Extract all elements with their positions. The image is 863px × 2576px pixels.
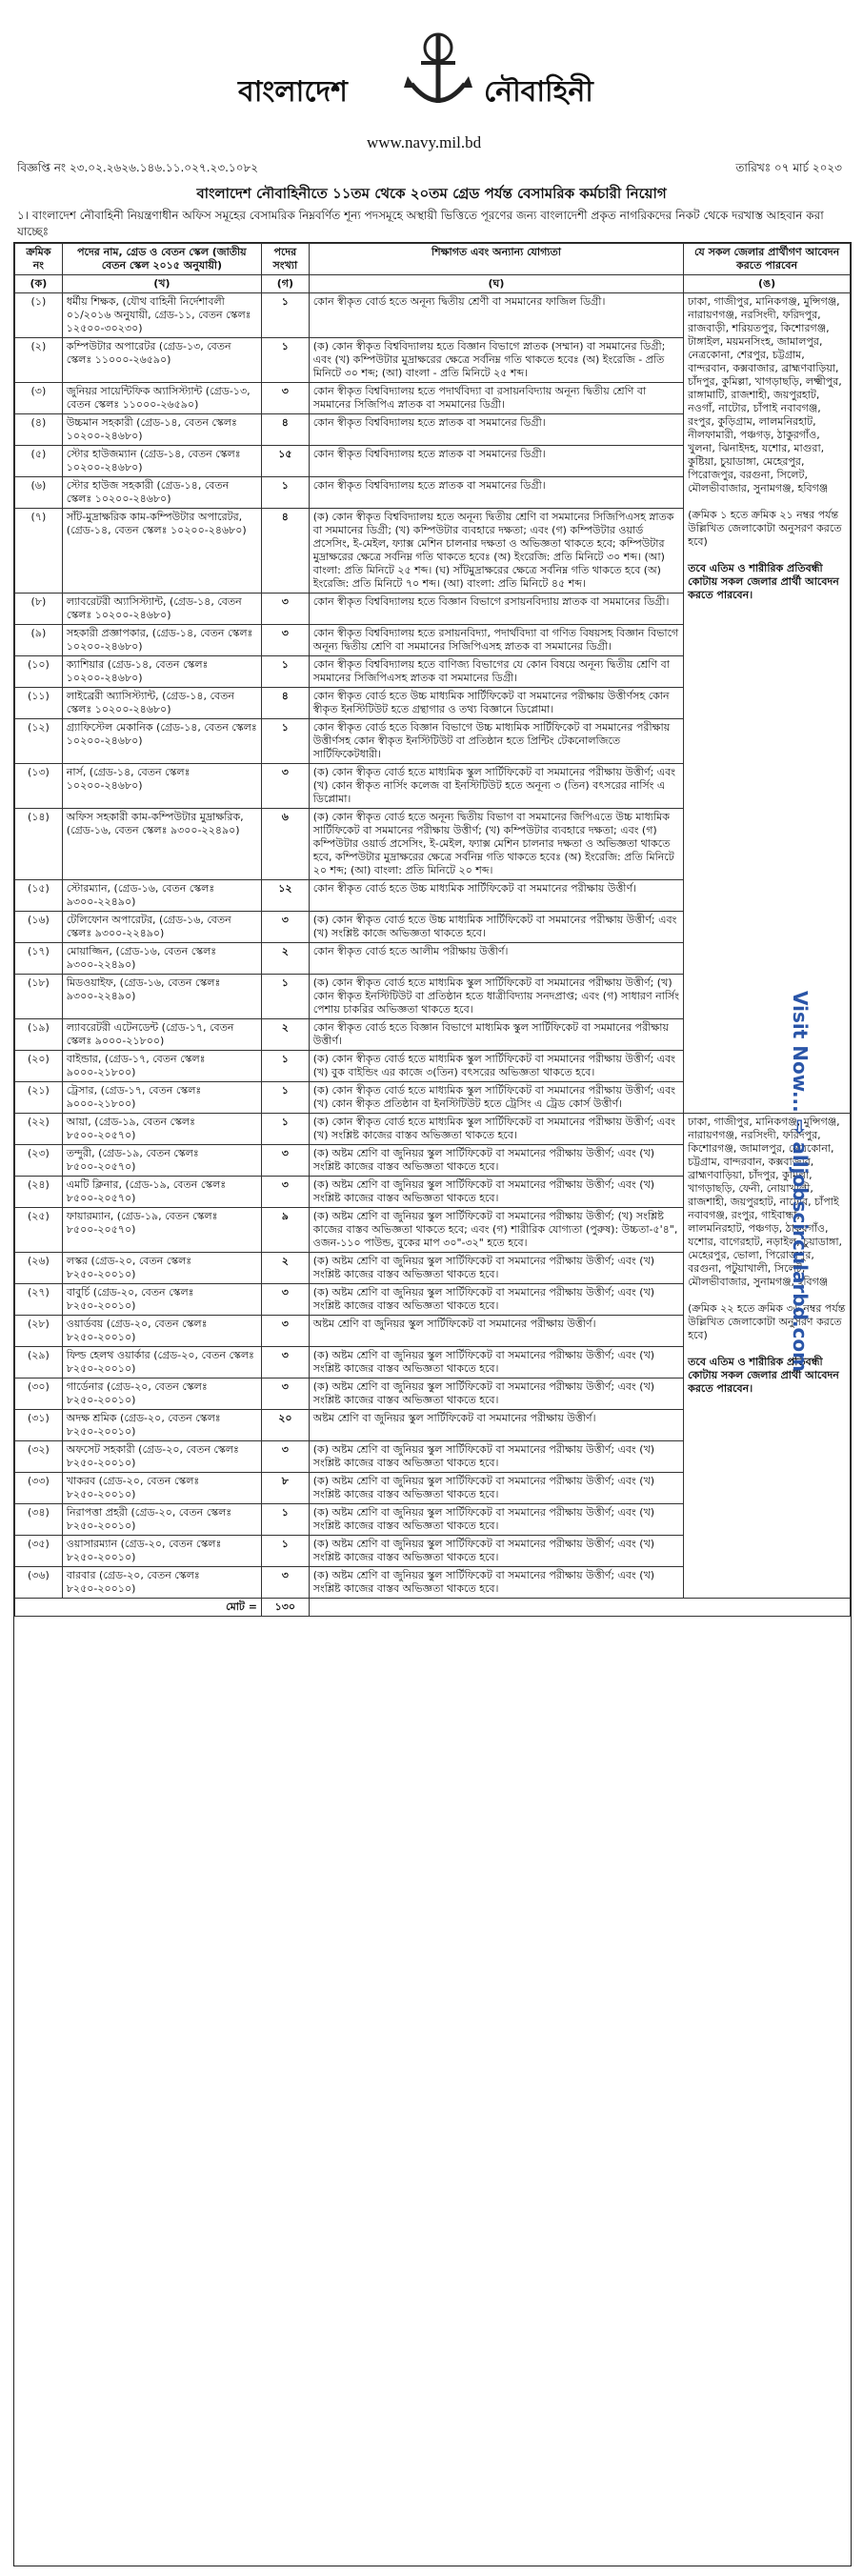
cell-serial: (২৪) — [15, 1177, 63, 1208]
col-district: যে সকল জেলার প্রার্থীগণ আবেদন করতে পারবেন — [684, 244, 851, 275]
cell-serial: (৩১) — [15, 1410, 63, 1441]
cell-post: অফসেট সহকারী (গ্রেড-২০, বেতন স্কেলঃ ৮২৫০-২০০১০) — [62, 1441, 261, 1473]
cell-qualification: (ক) কোন স্বীকৃত বোর্ড হতে মাধ্যমিক স্কুল সার্টিফিকেট বা সমমানের পরীক্ষায় উত্তীর্ণ; এবং (খ) সংশ্লিষ্ট কাজের বাস্তব অভিজ্ঞতা থাকতে হবে। — [309, 1114, 683, 1145]
cell-qualification: (ক) কোন স্বীকৃত বিশ্ববিদ্যালয় হতে অনূন্য দ্বিতীয় শ্রেণি বা সমমানের সিজিপিএসহ স্নাতক বা সমমানের ডিগ্রী; (খ) কম্পিউটার ব্যবহারে দক্ষতা; এবং (গ) কম্পিউটার ওয়ার্ড প্রসেসিং, ই-মেইল, ফ্যাক্স মেশিন চালনার দক্ষতা ও অভিজ্ঞতা থাকতে হবে; কম্পিউটার মুদ্রাক্ষরের ক্ষেত্রে সর্বনিম্ন গতি থাকতে হবেঃ (অ) ইংরেজি: প্রতি মিনিটে ৩০ শব্দ। (আ) বাংলা: প্রতি মিনিটে ২৫ শব্দ। (ঘ) সাঁটমুদ্রাক্ষরের ক্ষেত্রে সর্বনিম্ন গতি থাকতে হবে (অ) ইংরেজি: প্রতি মিনিটে ৭০ শব্দ। (আ) বাংলা: প্রতি মিনিটে ৪৫ শব্দ। — [309, 509, 683, 594]
cell-serial: (২৭) — [15, 1284, 63, 1316]
cell-qty: ৪ — [261, 414, 309, 446]
subheader: (খ) — [62, 275, 261, 293]
cell-qty: ১ — [261, 1536, 309, 1567]
cell-qty: ৩ — [261, 594, 309, 625]
notice-date: তারিখঃ ০৭ মার্চ ২০২৩ — [735, 161, 842, 174]
cell-qty: ১ — [261, 656, 309, 688]
cell-qty: ৩ — [261, 912, 309, 943]
cell-qty: ২ — [261, 1253, 309, 1284]
cell-post: স্টোর হাউজম্যান (গ্রেড-১৪, বেতন স্কেলঃ ১০২০০-২৪৬৮০) — [62, 446, 261, 477]
cell-qualification: (ক) অষ্টম শ্রেণি বা জুনিয়র স্কুল সার্টিফিকেট বা সমমানের পরীক্ষায় উত্তীর্ণ; এবং (খ) সংশ্লিষ্ট কাজের বাস্তব অভিজ্ঞতা থাকতে হবে। — [309, 1177, 683, 1208]
cell-post: বাবুর্চি (গ্রেড-২০, বেতন স্কেলঃ ৮২৫০-২০০১০) — [62, 1284, 261, 1316]
cell-qty: ২ — [261, 943, 309, 975]
cell-qualification: অষ্টম শ্রেণি বা জুনিয়র স্কুল সার্টিফিকেট বা সমমানের পরীক্ষায় উত্তীর্ণ। — [309, 1316, 683, 1347]
orphan-quota-note: তবে এতিম ও শারীরিক প্রতিবন্ধী কোটায় সকল জেলার প্রার্থী আবেদন করতে পারবেন। — [688, 562, 839, 601]
cell-qty: ৩ — [261, 1379, 309, 1410]
cell-serial: (২৮) — [15, 1316, 63, 1347]
col-serial: ক্রমিক নং — [15, 244, 63, 275]
cell-qualification: কোন স্বীকৃত বিশ্ববিদ্যালয় হতে পদার্থবিদ্যা বা রসায়নবিদ্যায় অনূন্য দ্বিতীয় শ্রেণি বা সমমানের সিজিপিএ স্নাতক বা সমমানের ডিগ্রী। — [309, 383, 683, 414]
cell-serial: (১২) — [15, 719, 63, 764]
website[interactable]: www.navy.mil.bd — [367, 133, 482, 151]
subheader: (ক) — [15, 275, 63, 293]
cell-serial: (১১) — [15, 688, 63, 719]
cell-post: মোয়াজ্জিন, (গ্রেড-১৬, বেতন স্কেলঃ ৯৩০০-২২৪৯০) — [62, 943, 261, 975]
cell-serial: (৭) — [15, 509, 63, 594]
cell-qty: ৩ — [261, 1441, 309, 1473]
orphan-quota-note: তবে এতিম ও শারীরিক প্রতিবন্ধী কোটায় সকল জেলার প্রার্থী আবেদন করতে পারবেন। — [688, 1356, 839, 1395]
cell-qty: ২ — [261, 1019, 309, 1051]
brand-left: বাংলাদেশ — [238, 75, 348, 109]
cell-qty: ৩ — [261, 1347, 309, 1379]
subheader: (গ) — [261, 275, 309, 293]
cell-serial: (২৯) — [15, 1347, 63, 1379]
cell-qty: ৩ — [261, 1284, 309, 1316]
cell-post: স্টোর হাউজ সহকারী (গ্রেড-১৪, বেতন স্কেলঃ ১০২০০-২৪৬৮০) — [62, 477, 261, 509]
cell-serial: (২৩) — [15, 1145, 63, 1177]
cell-post: সাঁট-মুদ্রাক্ষরিক কাম-কম্পিউটার অপারেটর, (গ্রেড-১৪, বেতন স্কেলঃ ১০২০০-২৪৬৮০) — [62, 509, 261, 594]
total-row — [15, 1599, 851, 1617]
cell-serial: (২২) — [15, 1114, 63, 1145]
cell-qty: ১৫ — [261, 446, 309, 477]
subheader: (ঙ) — [684, 275, 851, 293]
cell-serial: (৩৫) — [15, 1536, 63, 1567]
cell-post: লাইব্রেরী অ্যাসিস্ট্যান্ট, (গ্রেড-১৪, বেতন স্কেলঃ ১০২০০-২৪৬৮০) — [62, 688, 261, 719]
watermark-text[interactable]: Visit Now... ⇨ alljobscircularbd.com — [789, 991, 812, 1372]
cell-qualification: কোন স্বীকৃত বোর্ড হতে বিজ্ঞান বিভাগে মাধ্যমিক স্কুল সার্টিফিকেট বা সমমানের পরীক্ষায় উত্তীর্ণ। — [309, 1019, 683, 1051]
cell-qty: ১ — [261, 477, 309, 509]
cell-qualification: (ক) অষ্টম শ্রেণি বা জুনিয়র স্কুল সার্টিফিকেট বা সমমানের পরীক্ষায় উত্তীর্ণ; এবং (খ) সংশ্লিষ্ট কাজের বাস্তব অভিজ্ঞতা থাকতে হবে। — [309, 1536, 683, 1567]
cell-post: এমটি ক্লিনার, (গ্রেড-১৯, বেতন স্কেলঃ ৮৫০০-২০৫৭০) — [62, 1177, 261, 1208]
cell-post: আয়া, (গ্রেড-১৯, বেতন স্কেলঃ ৮৫০০-২০৫৭০) — [62, 1114, 261, 1145]
district-note: (ক্রমিক ১ হতে ক্রমিক ২১ নম্বর পর্যন্ত উল্লিখিত জেলাকোটা অনুসরণ করতে হবে) — [688, 509, 842, 548]
col-post: পদের নাম, গ্রেড ও বেতন স্কেল (জাতীয় বেতন স্কেল ২০১৫ অনুযায়ী) — [62, 244, 261, 275]
table-row — [15, 1114, 851, 1145]
cell-serial: (৯) — [15, 625, 63, 656]
cell-qualification: কোন স্বীকৃত বিশ্ববিদ্যালয় হতে বাণিজ্য বিভাগের যে কোন বিষয়ে অনূন্য দ্বিতীয় শ্রেণি বা সমমানের সিজিপিএসহ স্নাতক বা সমমানের ডিগ্রী। — [309, 656, 683, 688]
cell-post: ল্যাবরেটরী অ্যাসিস্ট্যান্ট, (গ্রেড-১৪, বেতন স্কেলঃ ১০২০০-২৪৬৮০) — [62, 594, 261, 625]
cell-post: ওয়ার্ডবয় (গ্রেড-২০, বেতন স্কেলঃ ৮২৫০-২০০১০) — [62, 1316, 261, 1347]
cell-qualification: কোন স্বীকৃত বোর্ড হতে আলীম পরীক্ষায় উত্তীর্ণ। — [309, 943, 683, 975]
cell-post: টেলিফোন অপারেটর, (গ্রেড-১৬, বেতন স্কেলঃ ৯৩০০-২২৪৯০) — [62, 912, 261, 943]
cell-qty: ৩ — [261, 1567, 309, 1599]
cell-qualification: কোন স্বীকৃত বোর্ড হতে বিজ্ঞান বিভাগে উচ্চ মাধ্যমিক সার্টিফিকেট বা সমমানের পরীক্ষায় উত্তীর্ণসহ কোন স্বীকৃত ইনস্টিটিউট বা প্রতিষ্ঠান হতে প্রিন্টিং টেকনোলজিতে সার্টিফিকেটধারী। — [309, 719, 683, 764]
cell-qualification: (ক) অষ্টম শ্রেণি বা জুনিয়র স্কুল সার্টিফিকেট বা সমমানের পরীক্ষায় উত্তীর্ণ; এবং (খ) সংশ্লিষ্ট কাজের বাস্তব অভিজ্ঞতা থাকতে হবে। — [309, 1567, 683, 1599]
cell-qualification: (ক) কোন স্বীকৃত বোর্ড হতে মাধ্যমিক স্কুল সার্টিফিকেট বা সমমানের পরীক্ষায় উত্তীর্ণ; (খ) কোন স্বীকৃত ইনস্টিটিউট বা প্রতিষ্ঠান হতে ধাত্রীবিদ্যায় সনদপ্রাপ্ত; এবং (গ) সাধারণ নার্সিং পেশায় চাকরির অভিজ্ঞতা থাকতে হবে। — [309, 975, 683, 1019]
cell-qty: ৬ — [261, 809, 309, 880]
col-qty: পদের সংখ্যা — [261, 244, 309, 275]
cell-post: ফিল্ড হেলথ ওয়ার্কার (গ্রেড-২০, বেতন স্কেলঃ ৮২৫০-২০০১০) — [62, 1347, 261, 1379]
district-list: ঢাকা, গাজীপুর, মানিকগঞ্জ, মুন্সিগঞ্জ, নারায়ণগঞ্জ, নরসিংদী, ফরিদপুর, রাজবাড়ী, শরিয়তপুর, কিশোরগঞ্জ, টাঙ্গাইল, ময়মনসিংহ, জামালপুর, নেত্রকোনা, শেরপুর, চট্টগ্রাম, বান্দরবান, কক্সবাজার, ব্রাহ্মণবাড়িয়া, চাঁদপুর, কুমিল্লা, খাগড়াছড়ি, লক্ষ্মীপুর, রাঙ্গামাটি, রাজশাহী, জয়পুরহাট, নওগাঁ, নাটোর, চাঁপাই নবাবগঞ্জ, রংপুর, কুড়িগ্রাম, লালমনিরহাট, নীলফামারী, পঞ্চগড়, ঠাকুরগাঁও, খুলনা, ঝিনাইদহ, যশোর, মাগুরা, কুষ্টিয়া, চুয়াডাঙ্গা, মেহেরপুর, পিরোজপুর, বরগুনা, সিলেট, মৌলভীবাজার, সুনামগঞ্জ, হবিগঞ্জ — [688, 295, 842, 494]
cell-qualification: (ক) কোন স্বীকৃত বোর্ড হতে উচ্চ মাধ্যমিক সার্টিফিকেট বা সমমানের পরীক্ষায় উত্তীর্ণ; এবং (খ) সংশ্লিষ্ট কাজে অভিজ্ঞতা থাকতে হবে। — [309, 912, 683, 943]
cell-qty: ৩ — [261, 764, 309, 809]
cell-qualification: কোন স্বীকৃত বোর্ড হতে উচ্চ মাধ্যমিক সার্টিফিকেট বা সমমানের পরীক্ষায় উত্তীর্ণ। — [309, 880, 683, 912]
notice-intro: ১। বাংলাদেশ নৌবাহিনী নিয়ন্ত্রণাধীন অফিস সমূহের বেসামরিক নিম্নবর্ণিত শূন্য পদসমূহে অস্থায়ী ভিত্তিতে পূরণের জন্য বাংলাদেশী প্রকৃত নাগরিকদের নিকট থেকে দরখাস্ত আহবান করা যাচ্ছেঃ — [17, 209, 824, 238]
cell-post: অফিস সহকারী কাম-কম্পিউটার মুদ্রাক্ষরিক, (গ্রেড-১৬, বেতন স্কেলঃ ৯৩০০-২২৪৯০) — [62, 809, 261, 880]
cell-serial: (৬) — [15, 477, 63, 509]
cell-serial: (১৬) — [15, 912, 63, 943]
cell-qualification: (ক) অষ্টম শ্রেণি বা জুনিয়র স্কুল সার্টিফিকেট বা সমমানের পরীক্ষায় উত্তীর্ণ; এবং (খ) সংশ্লিষ্ট কাজের বাস্তব অভিজ্ঞতা থাকতে হবে। — [309, 1284, 683, 1316]
cell-serial: (১৩) — [15, 764, 63, 809]
cell-qualification: (ক) অষ্টম শ্রেণি বা জুনিয়র স্কুল সার্টিফিকেট বা সমমানের পরীক্ষায় উত্তীর্ণ; এবং (খ) সংশ্লিষ্ট কাজের বাস্তব অভিজ্ঞতা থাকতে হবে। — [309, 1473, 683, 1504]
cell-serial: (২১) — [15, 1082, 63, 1114]
table-body — [15, 293, 851, 1617]
cell-qty: ১ — [261, 1504, 309, 1536]
cell-post: বাইন্ডার, (গ্রেড-১৭, বেতন স্কেলঃ ৯০০০-২১৮০০) — [62, 1051, 261, 1082]
reference-number: বিজ্ঞপ্তি নং ২৩.০২.২৬২৬.১৪৬.১১.০২৭.২৩.১০৮২ — [17, 161, 259, 174]
cell-qty: ১ — [261, 1082, 309, 1114]
cell-post: নিরাপত্তা প্রহরী (গ্রেড-২০, বেতন স্কেলঃ ৮২৫০-২০০১০) — [62, 1504, 261, 1536]
cell-serial: (৪) — [15, 414, 63, 446]
cell-post: অদক্ষ শ্রমিক (গ্রেড-২০, বেতন স্কেলঃ ৮২৫০-২০০১০) — [62, 1410, 261, 1441]
cell-serial: (২৫) — [15, 1208, 63, 1253]
cell-qty: ১ — [261, 1114, 309, 1145]
cell-qualification: (ক) অষ্টম শ্রেণি বা জুনিয়র স্কুল সার্টিফিকেট বা সমমানের পরীক্ষায় উত্তীর্ণ; এবং (খ) সংশ্লিষ্ট কাজের বাস্তব অভিজ্ঞতা থাকতে হবে। — [309, 1441, 683, 1473]
cell-serial: (৩৩) — [15, 1473, 63, 1504]
cell-qty: ৩ — [261, 1316, 309, 1347]
cell-post: খাকরব (গ্রেড-২০, বেতন স্কেলঃ ৮২৫০-২০০১০) — [62, 1473, 261, 1504]
cell-serial: (১৪) — [15, 809, 63, 880]
cell-serial: (৫) — [15, 446, 63, 477]
cell-qty: ৯ — [261, 1208, 309, 1253]
vacancy-table — [14, 243, 851, 1617]
cell-qty: ১ — [261, 719, 309, 764]
total-value: ১৩০ — [261, 1599, 309, 1617]
cell-serial: (৮) — [15, 594, 63, 625]
cell-qualification: কোন স্বীকৃত বোর্ড হতে উচ্চ মাধ্যমিক সার্টিফিকেট বা সমমানের পরীক্ষায় উত্তীর্ণসহ কোন স্বীকৃত ইনস্টিটিউট হতে গ্রন্থাগার ও তথ্য বিজ্ঞানে ডিপ্লোমা। — [309, 688, 683, 719]
district-list: ঢাকা, গাজীপুর, মানিকগঞ্জ, মুন্সিগঞ্জ, নারায়ণগঞ্জ, নরসিংদী, ফরিদপুর, কিশোরগঞ্জ, জামালপুর, নেত্রকোনা, চট্টগ্রাম, বান্দরবান, কক্সবাজার, ব্রাহ্মণবাড়িয়া, চাঁদপুর, কুমিল্লা, খাগড়াছড়ি, ফেনী, নোয়াখালী, রাজশাহী, জয়পুরহাট, নাটোর, চাঁপাই নবাবগঞ্জ, রংপুর, গাইবান্ধা, লালমনিরহাট, পঞ্চগড়, ঠাকুরগাঁও, যশোর, বাগেরহাট, নড়াইল, চুয়াডাঙ্গা, মেহেরপুর, ভোলা, পিরোজপুর, বরগুনা, পটুয়াখালী, সিলেট, মৌলভীবাজার, সুনামগঞ্জ, হবিগঞ্জ — [688, 1116, 843, 1288]
cell-qualification: (ক) অষ্টম শ্রেণি বা জুনিয়র স্কুল সার্টিফিকেট বা সমমানের পরীক্ষায় উত্তীর্ণ; এবং (খ) সংশ্লিষ্ট কাজের বাস্তব অভিজ্ঞতা থাকতে হবে। — [309, 1504, 683, 1536]
table-row — [15, 293, 851, 338]
cell-qualification: (ক) কোন স্বীকৃত বোর্ড হতে মাধ্যমিক স্কুল সার্টিফিকেট বা সমমানের পরীক্ষায় উত্তীর্ণ; এবং (খ) কোন স্বীকৃত প্রতিষ্ঠান বা ইনস্টিটিউট হতে ট্রেসিং এ ট্রেড কোর্স উত্তীর্ণ। — [309, 1082, 683, 1114]
total-empty — [309, 1599, 850, 1617]
cell-serial: (৩০) — [15, 1379, 63, 1410]
subheader: (ঘ) — [309, 275, 683, 293]
cell-qualification: (ক) কোন স্বীকৃত বোর্ড হতে মাধ্যমিক স্কুল সার্টিফিকেট বা সমমানের পরীক্ষায় উত্তীর্ণ; এবং (খ) বুক বাইন্ডিং এর কাজে ৩(তিন) বৎসরের অভিজ্ঞতা থাকতে হবে। — [309, 1051, 683, 1082]
cell-post: লস্কর (গ্রেড-২০, বেতন স্কেলঃ ৮২৫০-২০০১০) — [62, 1253, 261, 1284]
cell-qualification: কোন স্বীকৃত বিশ্ববিদ্যালয় হতে বিজ্ঞান বিভাগে রসায়নবিদ্যায় স্নাতক বা সমমানের ডিগ্রী। — [309, 594, 683, 625]
cell-serial: (২৬) — [15, 1253, 63, 1284]
cell-qty: ৩ — [261, 1177, 309, 1208]
cell-serial: (১৮) — [15, 975, 63, 1019]
vacancy-table-box — [13, 242, 852, 2566]
cell-qty: ১ — [261, 338, 309, 383]
cell-qty: ১২ — [261, 880, 309, 912]
cell-post: মিডওয়াইফ, (গ্রেড-১৬, বেতন স্কেলঃ ৯৩০০-২২৪৯০) — [62, 975, 261, 1019]
cell-serial: (২০) — [15, 1051, 63, 1082]
cell-qualification: (ক) অষ্টম শ্রেণি বা জুনিয়র স্কুল সার্টিফিকেট বা সমমানের পরীক্ষায় উত্তীর্ণ; (খ) সংশ্লিষ্ট কাজের বাস্তব অভিজ্ঞতা থাকতে হবে; এবং (গ) শারীরিক যোগ্যতা (পুরুষ): উচ্চতা-৫'৪", ওজন-১১০ পাউন্ড, বুকের মাপ ৩০"-৩২" হতে হবে। — [309, 1208, 683, 1253]
cell-serial: (৩২) — [15, 1441, 63, 1473]
cell-serial: (১৯) — [15, 1019, 63, 1051]
cell-qualification: (ক) অষ্টম শ্রেণি বা জুনিয়র স্কুল সার্টিফিকেট বা সমমানের পরীক্ষায় উত্তীর্ণ; এবং (খ) সংশ্লিষ্ট কাজের বাস্তব অভিজ্ঞতা থাকতে হবে। — [309, 1347, 683, 1379]
cell-serial: (১) — [15, 293, 63, 338]
cell-qty: ১ — [261, 1051, 309, 1082]
cell-qualification: কোন স্বীকৃত বিশ্ববিদ্যালয় হতে রসায়নবিদ্যা, পদার্থবিদ্যা বা গণিত বিষয়সহ বিজ্ঞান বিভাগে অনূন্য দ্বিতীয় শ্রেণি বা সমমানের সিজিপিএসহ স্নাতক বা সমমানের ডিগ্রী। — [309, 625, 683, 656]
cell-post: নার্স, (গ্রেড-১৪, বেতন স্কেলঃ ১০২০০-২৪৬৮০) — [62, 764, 261, 809]
cell-qty: ৩ — [261, 1145, 309, 1177]
cell-qty: ২০ — [261, 1410, 309, 1441]
cell-qualification: (ক) কোন স্বীকৃত বোর্ড হতে মাধ্যমিক স্কুল সার্টিফিকেট বা সমমানের পরীক্ষায় উত্তীর্ণ; এবং (খ) কোন স্বীকৃত নার্সিং কলেজ বা ইনস্টিটিউট হতে অনূন্য ৩ (তিন) বৎসরের নার্সিং এ ডিপ্লোমা। — [309, 764, 683, 809]
cell-post: তন্দুরী, (গ্রেড-১৯, বেতন স্কেলঃ ৮৫০০-২০৫৭০) — [62, 1145, 261, 1177]
navy-emblem-icon — [400, 27, 476, 117]
cell-post: ক্যাশিয়ার (গ্রেড-১৪, বেতন স্কেলঃ ১০২০০-২৪৬৮০) — [62, 656, 261, 688]
cell-qualification: কোন স্বীকৃত বোর্ড হতে অনূন্য দ্বিতীয় শ্রেণী বা সমমানের ফাজিল ডিগ্রী। — [309, 293, 683, 338]
cell-qualification: কোন স্বীকৃত বিশ্ববিদ্যালয় হতে স্নাতক বা সমমানের ডিগ্রী। — [309, 446, 683, 477]
cell-serial: (৩৬) — [15, 1567, 63, 1599]
cell-qualification: (ক) অষ্টম শ্রেণি বা জুনিয়র স্কুল সার্টিফিকেট বা সমমানের পরীক্ষায় উত্তীর্ণ; এবং (খ) সংশ্লিষ্ট কাজের বাস্তব অভিজ্ঞতা থাকতে হবে। — [309, 1145, 683, 1177]
district-note: (ক্রমিক ২২ হতে ক্রমিক ৩৬ নম্বর পর্যন্ত উল্লিখিত জেলাকোটা অনুসরণ করতে হবে) — [688, 1302, 846, 1341]
cell-qty: ৪ — [261, 509, 309, 594]
cell-post: সহকারী প্রজ্ঞাপকার, (গ্রেড-১৪, বেতন স্কেলঃ ১০২০০-২৪৬৮০) — [62, 625, 261, 656]
cell-qty: ১ — [261, 293, 309, 338]
cell-post: বারবার (গ্রেড-২০, বেতন স্কেলঃ ৮২৫০-২০০১০) — [62, 1567, 261, 1599]
notice-title: বাংলাদেশ নৌবাহিনীতে ১১তম থেকে ২০তম গ্রেড পর্যন্ত বেসামরিক কর্মচারী নিয়োগ — [196, 185, 667, 202]
cell-post: গ্র্যাফিস্টেল মেকানিক (গ্রেড-১৪, বেতন স্কেলঃ ১০২০০-২৪৬৮০) — [62, 719, 261, 764]
cell-post: ধর্মীয় শিক্ষক, (যৌথ বাহিনী নির্দেশাবলী ০১/২০১৬ অনুযায়ী, গ্রেড-১১, বেতন স্কেলঃ ১২৫০০-৩০২৩০) — [62, 293, 261, 338]
cell-qualification: কোন স্বীকৃত বিশ্ববিদ্যালয় হতে স্নাতক বা সমমানের ডিগ্রী। — [309, 414, 683, 446]
cell-post: স্টোরম্যান, (গ্রেড-১৬, বেতন স্কেলঃ ৯৩০০-২২৪৯০) — [62, 880, 261, 912]
total-label: মোট = — [15, 1599, 262, 1617]
cell-post: ট্রেসার, (গ্রেড-১৭, বেতন স্কেলঃ ৯০০০-২১৮০০) — [62, 1082, 261, 1114]
cell-serial: (১৭) — [15, 943, 63, 975]
cell-post: ল্যাবরেটরী এটেনডেন্ট (গ্রেড-১৭, বেতন স্কেলঃ ৯০০০-২১৮০০) — [62, 1019, 261, 1051]
cell-qualification: অষ্টম শ্রেণি বা জুনিয়র স্কুল সার্টিফিকেট বা সমমানের পরীক্ষায় উত্তীর্ণ। — [309, 1410, 683, 1441]
cell-post: কম্পিউটার অপারেটর (গ্রেড-১৩, বেতন স্কেলঃ ১১০০০-২৬৫৯০) — [62, 338, 261, 383]
cell-qualification: (ক) কোন স্বীকৃত বিশ্ববিদ্যালয় হতে বিজ্ঞান বিভাগে স্নাতক (সম্মান) বা সমমানের ডিগ্রী; এবং (খ) কম্পিউটার মুদ্রাক্ষরের ক্ষেত্রে সর্বনিম্ন গতি থাকতে হবেঃ (অ) ইংরেজি - প্রতি মিনিটে ৩০ শব্দ; (আ) বাংলা - প্রতি মিনিটে ২৫ শব্দ। — [309, 338, 683, 383]
cell-serial: (৩৪) — [15, 1504, 63, 1536]
cell-post: উচ্চমান সহকারী (গ্রেড-১৪, বেতন স্কেলঃ ১০২০০-২৪৬৮০) — [62, 414, 261, 446]
cell-qualification: (ক) কোন স্বীকৃত বোর্ড হতে অনূন্য দ্বিতীয় বিভাগ বা সমমানের জিপিএতে উচ্চ মাধ্যমিক সার্টিফিকেট বা সমমানের পরীক্ষায় উত্তীর্ণ; (খ) কম্পিউটার ব্যবহারে দক্ষতা; এবং (গ) কম্পিউটার ওয়ার্ড প্রসেসিং, ই-মেইল, ফ্যাক্স মেশিন চালনার দক্ষতা ও অভিজ্ঞতা থাকতে হবে, কম্পিউটার মুদ্রাক্ষরের ক্ষেত্রে সর্বনিম্ন গতি থাকতে হবেঃ (অ) ইংরেজি: প্রতি মিনিটে ২০ শব্দ; (আ) বাংলা: প্রতি মিনিটে ২০ শব্দ। — [309, 809, 683, 880]
cell-qualification: (ক) অষ্টম শ্রেণি বা জুনিয়র স্কুল সার্টিফিকেট বা সমমানের পরীক্ষায় উত্তীর্ণ; এবং (খ) সংশ্লিষ্ট কাজের বাস্তব অভিজ্ঞতা থাকতে হবে। — [309, 1253, 683, 1284]
watermark-band — [789, 991, 836, 1391]
cell-post: ফায়ারম্যান, (গ্রেড-১৯, বেতন স্কেলঃ ৮৫০০-২০৫৭০) — [62, 1208, 261, 1253]
cell-serial: (৩) — [15, 383, 63, 414]
col-qualification: শিক্ষাগত এবং অন্যান্য যোগ্যতা — [309, 244, 683, 275]
cell-qty: ৪ — [261, 688, 309, 719]
cell-qty: ১ — [261, 975, 309, 1019]
cell-serial: (১০) — [15, 656, 63, 688]
cell-qty: ৮ — [261, 1473, 309, 1504]
brand-right: নৌবাহিনী — [484, 75, 593, 109]
cell-qualification: কোন স্বীকৃত বিশ্ববিদ্যালয় হতে স্নাতক বা সমমানের ডিগ্রী। — [309, 477, 683, 509]
cell-qualification: (ক) অষ্টম শ্রেণি বা জুনিয়র স্কুল সার্টিফিকেট বা সমমানের পরীক্ষায় উত্তীর্ণ; এবং (খ) সংশ্লিষ্ট কাজের বাস্তব অভিজ্ঞতা থাকতে হবে। — [309, 1379, 683, 1410]
header — [0, 0, 863, 174]
cell-post: জুনিয়র সায়েন্টিফিক অ্যাসিস্ট্যান্ট (গ্রেড-১৩, বেতন স্কেলঃ ১১০০০-২৬৫৯০) — [62, 383, 261, 414]
cell-qty: ৩ — [261, 625, 309, 656]
cell-serial: (১৫) — [15, 880, 63, 912]
cell-qty: ৩ — [261, 383, 309, 414]
cell-post: ওয়াসারম্যান (গ্রেড-২০, বেতন স্কেলঃ ৮২৫০-২০০১০) — [62, 1536, 261, 1567]
cell-post: গার্ডেনার (গ্রেড-২০, বেতন স্কেলঃ ৮২৫০-২০০১০) — [62, 1379, 261, 1410]
cell-serial: (২) — [15, 338, 63, 383]
